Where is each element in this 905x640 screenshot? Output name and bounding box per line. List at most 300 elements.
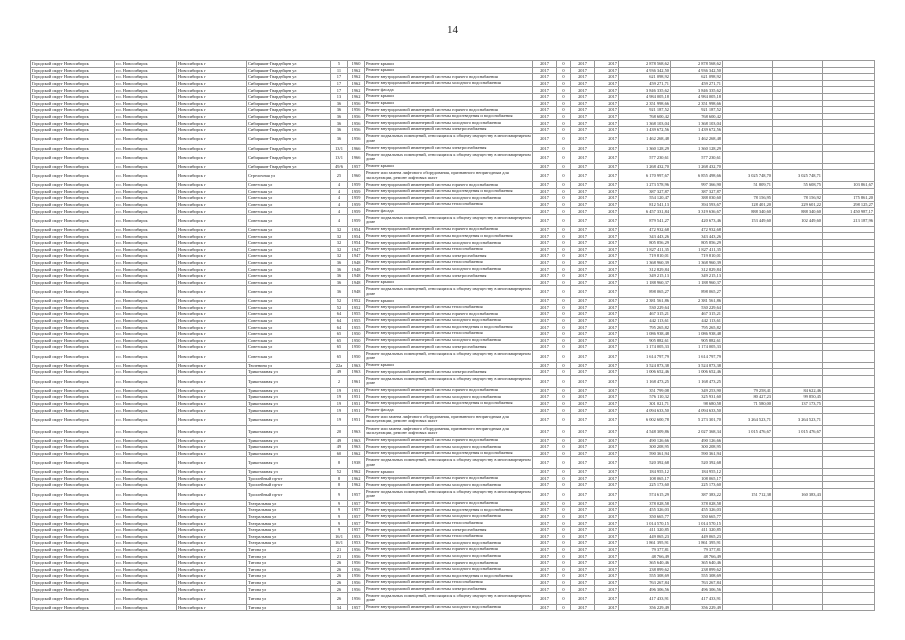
cell-work-type: Ремонт внутридомовой инженерной системы водоотведения и водоснабжения	[365, 573, 533, 580]
cell-budget-cost-1	[723, 120, 773, 127]
table-row	[31, 437, 875, 444]
cell-district: г.о. Новосибирск	[115, 407, 177, 414]
cell-budget-cost-1: 1 015 476,67	[723, 425, 773, 437]
cell-flag: 0	[557, 233, 571, 240]
cell-total-cost: 530 229,64	[619, 304, 671, 311]
cell-build-year: 1959	[348, 195, 365, 202]
cell-house-number: 64	[331, 311, 348, 318]
cell-street: Советская ул	[247, 246, 331, 253]
cell-house-number: 26	[331, 573, 348, 580]
cell-municipality: Городской округ Новосибирск	[31, 286, 115, 298]
cell-flag: 0	[557, 586, 571, 593]
cell-total-cost: 768 600,42	[619, 113, 671, 120]
cell-district: г.о. Новосибирск	[115, 151, 177, 163]
cell-start-year: 2017	[571, 394, 595, 401]
cell-work-type: Ремонт внутридомовой инженерной системы холодного водоснабжения	[365, 553, 533, 560]
cell-budget-cost-1	[723, 100, 773, 107]
cell-fund-cost: 349 253,90	[671, 387, 723, 394]
cell-street: Сибиряков-Гвардейцев ул	[247, 163, 331, 170]
cell-budget-cost-2: 3 264 523,71	[773, 413, 823, 425]
table-row	[31, 266, 875, 273]
table-row	[31, 279, 875, 286]
table-row	[31, 482, 875, 489]
cell-fund-cost: 417 433,91	[671, 592, 723, 604]
cell-owner-cost	[823, 107, 875, 114]
cell-street: Титова ул	[247, 553, 331, 560]
cell-end-year: 2017	[595, 586, 619, 593]
cell-build-year: 1950	[348, 350, 365, 362]
cell-start-year: 2017	[571, 253, 595, 260]
cell-house-number: 36	[331, 113, 348, 120]
cell-work-type: Ремонт внутридомовой инженерной системы горячего водоснабжения	[365, 182, 533, 189]
cell-plan-year: 2017	[533, 488, 557, 500]
cell-settlement: Новосибирск г	[177, 469, 247, 476]
cell-house-number: 8	[331, 475, 348, 482]
cell-work-type: Ремонт внутридомовой инженерной системы холодного водоснабжения	[365, 80, 533, 87]
cell-plan-year: 2017	[533, 400, 557, 407]
cell-total-cost: 350 665,77	[619, 513, 671, 520]
cell-end-year: 2017	[595, 579, 619, 586]
cell-settlement: Новосибирск г	[177, 253, 247, 260]
cell-flag: 0	[557, 253, 571, 260]
cell-start-year: 2017	[571, 304, 595, 311]
cell-district: г.о. Новосибирск	[115, 273, 177, 280]
cell-street: Трикотажная ул	[247, 400, 331, 407]
cell-end-year: 2017	[595, 520, 619, 527]
cell-settlement: Новосибирск г	[177, 182, 247, 189]
cell-house-number: 36	[331, 259, 348, 266]
cell-end-year: 2017	[595, 566, 619, 573]
cell-flag: 0	[557, 93, 571, 100]
cell-plan-year: 2017	[533, 126, 557, 133]
cell-total-cost: 2 351 998,66	[619, 100, 671, 107]
table-row	[31, 573, 875, 580]
cell-budget-cost-2	[773, 586, 823, 593]
cell-flag: 0	[557, 344, 571, 351]
cell-district: г.о. Новосибирск	[115, 100, 177, 107]
cell-budget-cost-1	[723, 151, 773, 163]
cell-owner-cost	[823, 286, 875, 298]
cell-work-type: Ремонт внутридомовой инженерной системы теплоснабжения	[365, 201, 533, 208]
cell-work-type: Ремонт подвальных помещений, относящихся к общему имуществу в многоквартирном доме	[366, 457, 531, 467]
cell-municipality: Городской округ Новосибирск	[31, 513, 115, 520]
cell-total-cost: 2 878 568,62	[619, 61, 671, 68]
cell-house-number: 20	[331, 425, 348, 437]
cell-house-number: 49/6	[331, 163, 348, 170]
cell-budget-cost-1	[723, 337, 773, 344]
cell-end-year: 2017	[595, 226, 619, 233]
cell-total-cost: 442 113,61	[619, 317, 671, 324]
cell-owner-cost	[823, 507, 875, 514]
cell-total-cost: 238 899,62	[619, 566, 671, 573]
cell-settlement: Новосибирск г	[177, 375, 247, 387]
cell-total-cost: 417 433,91	[619, 592, 671, 604]
cell-house-number: 65	[331, 330, 348, 337]
cell-budget-cost-2	[773, 500, 823, 507]
cell-end-year: 2017	[595, 317, 619, 324]
cell-house-number: 2	[331, 375, 348, 387]
cell-end-year: 2017	[595, 100, 619, 107]
cell-total-cost: 184 955,12	[619, 469, 671, 476]
cell-budget-cost-2	[773, 566, 823, 573]
table-row	[31, 61, 875, 68]
cell-budget-cost-2	[773, 93, 823, 100]
cell-municipality: Городской округ Новосибирск	[31, 527, 115, 534]
cell-start-year: 2017	[571, 208, 595, 215]
cell-budget-cost-2	[773, 286, 823, 298]
cell-start-year: 2017	[571, 182, 595, 189]
cell-work-type: Ремонт фасада	[365, 87, 533, 94]
cell-street: Сибиряков-Гвардейцев ул	[247, 80, 331, 87]
table-row	[31, 311, 875, 318]
cell-owner-cost	[823, 126, 875, 133]
cell-budget-cost-2	[773, 279, 823, 286]
cell-municipality: Городской округ Новосибирск	[31, 100, 115, 107]
cell-street: Трикотажная ул	[247, 407, 331, 414]
cell-settlement: Новосибирск г	[177, 163, 247, 170]
cell-district: г.о. Новосибирск	[115, 450, 177, 457]
cell-municipality: Городской округ Новосибирск	[31, 317, 115, 324]
cell-start-year: 2017	[571, 67, 595, 74]
cell-plan-year: 2017	[533, 469, 557, 476]
cell-fund-cost: 98 680,58	[671, 400, 723, 407]
cell-build-year: 1960	[348, 170, 365, 182]
cell-budget-cost-1	[723, 266, 773, 273]
cell-build-year: 1962	[348, 469, 365, 476]
cell-municipality: Городской округ Новосибирск	[31, 488, 115, 500]
cell-municipality: Городской округ Новосибирск	[31, 444, 115, 451]
cell-start-year: 2017	[571, 592, 595, 604]
table-row	[31, 226, 875, 233]
cell-owner-cost	[823, 120, 875, 127]
table-row	[31, 317, 875, 324]
cell-end-year: 2017	[595, 546, 619, 553]
cell-house-number: 11	[331, 67, 348, 74]
cell-district: г.о. Новосибирск	[115, 362, 177, 369]
cell-total-cost: 79 377,81	[619, 546, 671, 553]
cell-flag: 0	[557, 273, 571, 280]
cell-flag: 0	[557, 74, 571, 81]
cell-work-type: Ремонт подвальных помещений, относящихся к общему имуществу в многоквартирном доме	[366, 375, 531, 386]
cell-street: Титова ул	[247, 560, 331, 567]
cell-district: г.о. Новосибирск	[115, 475, 177, 482]
cell-district: г.о. Новосибирск	[115, 344, 177, 351]
cell-owner-cost	[823, 540, 875, 547]
cell-municipality: Городской округ Новосибирск	[31, 273, 115, 280]
cell-budget-cost-2	[773, 126, 823, 133]
table-row	[31, 304, 875, 311]
cell-plan-year: 2017	[533, 273, 557, 280]
cell-flag: 0	[557, 266, 571, 273]
cell-build-year: 1966	[348, 145, 365, 152]
cell-flag: 0	[557, 226, 571, 233]
cell-budget-cost-1	[723, 573, 773, 580]
cell-street: Советская ул	[247, 298, 331, 305]
cell-fund-cost: 621 098,92	[671, 74, 723, 81]
cell-budget-cost-2: 137 173,75	[773, 400, 823, 407]
cell-start-year: 2017	[571, 188, 595, 195]
cell-budget-cost-1	[723, 533, 773, 540]
cell-end-year: 2017	[595, 437, 619, 444]
cell-fund-cost: 1 188 960,37	[671, 279, 723, 286]
cell-start-year: 2017	[571, 100, 595, 107]
cell-flag: 0	[557, 560, 571, 567]
cell-flag: 0	[557, 163, 571, 170]
cell-end-year: 2017	[595, 369, 619, 376]
cell-end-year: 2017	[595, 170, 619, 182]
cell-plan-year: 2017	[533, 246, 557, 253]
cell-plan-year: 2017	[533, 67, 557, 74]
cell-budget-cost-1: 128 401,20	[723, 201, 773, 208]
cell-end-year: 2017	[595, 573, 619, 580]
cell-work-type: Ремонт внутридомовой инженерной системы водоотведения и водоснабжения	[365, 507, 533, 514]
cell-budget-cost-1	[723, 457, 773, 469]
table-row	[31, 195, 875, 202]
cell-fund-cost: 555 308,69	[671, 573, 723, 580]
cell-end-year: 2017	[595, 298, 619, 305]
cell-flag: 0	[557, 592, 571, 604]
cell-start-year: 2017	[571, 61, 595, 68]
cell-build-year: 1947	[348, 246, 365, 253]
cell-work-type: Ремонт внутридомовой инженерной системы водоотведения и водоснабжения	[365, 324, 533, 331]
cell-district: г.о. Новосибирск	[115, 80, 177, 87]
cell-fund-cost: 1 174 005,33	[671, 344, 723, 351]
cell-settlement: Новосибирск г	[177, 362, 247, 369]
cell-house-number: 36	[331, 107, 348, 114]
cell-end-year: 2017	[595, 507, 619, 514]
cell-budget-cost-1	[723, 540, 773, 547]
cell-district: г.о. Новосибирск	[115, 488, 177, 500]
cell-settlement: Новосибирск г	[177, 413, 247, 425]
cell-budget-cost-1	[723, 579, 773, 586]
cell-street: Сибиряков-Гвардейцев ул	[247, 126, 331, 133]
cell-plan-year: 2017	[533, 394, 557, 401]
cell-total-cost: 921 187,52	[619, 107, 671, 114]
cell-flag: 0	[557, 520, 571, 527]
cell-budget-cost-2	[773, 469, 823, 476]
cell-street: Титова ул	[247, 586, 331, 593]
cell-end-year: 2017	[595, 126, 619, 133]
cell-budget-cost-2	[773, 579, 823, 586]
cell-owner-cost: 213 187,96	[823, 215, 875, 227]
cell-district: г.о. Новосибирск	[115, 304, 177, 311]
cell-plan-year: 2017	[533, 279, 557, 286]
cell-house-number: 26	[331, 566, 348, 573]
capital-repair-table	[30, 60, 875, 611]
table-row	[31, 188, 875, 195]
cell-work-type: Ремонт крыши	[365, 469, 533, 476]
cell-plan-year: 2017	[533, 304, 557, 311]
cell-total-cost: 621 098,92	[619, 74, 671, 81]
cell-plan-year: 2017	[533, 215, 557, 227]
cell-start-year: 2017	[571, 240, 595, 247]
cell-municipality: Городской округ Новосибирск	[31, 279, 115, 286]
cell-flag: 0	[557, 450, 571, 457]
cell-work-type: Ремонт внутридомовой инженерной системы горячего водоснабжения	[365, 74, 533, 81]
cell-settlement: Новосибирск г	[177, 540, 247, 547]
cell-district: г.о. Новосибирск	[115, 444, 177, 451]
cell-budget-cost-1	[723, 500, 773, 507]
cell-build-year: 1963	[348, 369, 365, 376]
cell-district: г.о. Новосибирск	[115, 375, 177, 387]
cell-budget-cost-2	[773, 540, 823, 547]
cell-start-year: 2017	[571, 246, 595, 253]
cell-end-year: 2017	[595, 61, 619, 68]
cell-end-year: 2017	[595, 201, 619, 208]
cell-settlement: Новосибирск г	[177, 546, 247, 553]
cell-build-year: 1938	[348, 457, 365, 469]
table-row	[31, 74, 875, 81]
cell-build-year: 1962	[348, 80, 365, 87]
cell-end-year: 2017	[595, 513, 619, 520]
cell-street: Советская ул	[247, 304, 331, 311]
page-number: 14	[447, 24, 458, 36]
cell-end-year: 2017	[595, 113, 619, 120]
cell-plan-year: 2017	[533, 107, 557, 114]
cell-district: г.о. Новосибирск	[115, 560, 177, 567]
cell-fund-cost: 3 524 873,38	[671, 362, 723, 369]
cell-house-number: 9	[331, 500, 348, 507]
cell-owner-cost	[823, 317, 875, 324]
cell-flag: 0	[557, 425, 571, 437]
cell-start-year: 2017	[571, 533, 595, 540]
cell-house-number: 4	[331, 201, 348, 208]
cell-municipality: Городской округ Новосибирск	[31, 579, 115, 586]
cell-plan-year: 2017	[533, 87, 557, 94]
cell-municipality: Городской округ Новосибирск	[31, 113, 115, 120]
cell-budget-cost-2: 99 850,45	[773, 394, 823, 401]
cell-fund-cost: 378 028,58	[671, 500, 723, 507]
cell-flag: 0	[557, 304, 571, 311]
cell-build-year: 1962	[348, 67, 365, 74]
cell-municipality: Городской округ Новосибирск	[31, 344, 115, 351]
table-row	[31, 444, 875, 451]
cell-end-year: 2017	[595, 286, 619, 298]
cell-settlement: Новосибирск г	[177, 279, 247, 286]
cell-flag: 0	[557, 350, 571, 362]
cell-municipality: Городской округ Новосибирск	[31, 604, 115, 611]
cell-district: г.о. Новосибирск	[115, 586, 177, 593]
cell-district: г.о. Новосибирск	[115, 469, 177, 476]
cell-build-year: 1957	[348, 604, 365, 611]
table-row	[31, 298, 875, 305]
cell-plan-year: 2017	[533, 74, 557, 81]
cell-municipality: Городской округ Новосибирск	[31, 126, 115, 133]
cell-street: Театральная ул	[247, 507, 331, 514]
cell-plan-year: 2017	[533, 266, 557, 273]
cell-plan-year: 2017	[533, 425, 557, 437]
cell-settlement: Новосибирск г	[177, 195, 247, 202]
cell-fund-cost: 1 168 473,25	[671, 375, 723, 387]
cell-plan-year: 2017	[533, 120, 557, 127]
cell-end-year: 2017	[595, 188, 619, 195]
cell-plan-year: 2017	[533, 527, 557, 534]
cell-budget-cost-1	[723, 324, 773, 331]
cell-total-cost: 4 984 005,18	[619, 93, 671, 100]
cell-plan-year: 2017	[533, 586, 557, 593]
cell-fund-cost: 1 861 395,91	[671, 540, 723, 547]
cell-budget-cost-1	[723, 74, 773, 81]
cell-fund-cost: 1 614 797,79	[671, 350, 723, 362]
cell-district: г.о. Новосибирск	[115, 482, 177, 489]
cell-total-cost: 378 028,58	[619, 500, 671, 507]
cell-owner-cost: 298 125,27	[823, 201, 875, 208]
cell-district: г.о. Новосибирск	[115, 513, 177, 520]
cell-municipality: Городской округ Новосибирск	[31, 457, 115, 469]
cell-municipality: Городской округ Новосибирск	[31, 413, 115, 425]
cell-build-year: 1957	[348, 488, 365, 500]
cell-budget-cost-2	[773, 233, 823, 240]
cell-end-year: 2017	[595, 120, 619, 127]
cell-end-year: 2017	[595, 540, 619, 547]
table-row	[31, 286, 875, 298]
cell-street: Трикотажная ул	[247, 394, 331, 401]
cell-district: г.о. Новосибирск	[115, 61, 177, 68]
cell-fund-cost: 795 265,82	[671, 324, 723, 331]
cell-owner-cost	[823, 400, 875, 407]
table-row	[31, 540, 875, 547]
cell-end-year: 2017	[595, 350, 619, 362]
cell-work-type: Ремонт внутридомовой инженерной системы теплоснабжения	[365, 330, 533, 337]
cell-owner-cost	[823, 513, 875, 520]
cell-flag: 0	[557, 579, 571, 586]
cell-start-year: 2017	[571, 201, 595, 208]
cell-owner-cost	[823, 337, 875, 344]
cell-work-type: Ремонт внутридомовой инженерной системы электроснабжения	[365, 145, 533, 152]
cell-plan-year: 2017	[533, 163, 557, 170]
cell-municipality: Городской округ Новосибирск	[31, 469, 115, 476]
cell-build-year: 1956	[348, 100, 365, 107]
cell-total-cost: 6 457 331,84	[619, 208, 671, 215]
cell-fund-cost: 108 065,17	[671, 475, 723, 482]
cell-plan-year: 2017	[533, 240, 557, 247]
cell-flag: 0	[557, 362, 571, 369]
cell-settlement: Новосибирск г	[177, 273, 247, 280]
cell-work-type: Ремонт внутридомовой инженерной системы горячего водоснабжения	[365, 311, 533, 318]
cell-start-year: 2017	[571, 145, 595, 152]
cell-settlement: Новосибирск г	[177, 566, 247, 573]
cell-plan-year: 2017	[533, 61, 557, 68]
cell-start-year: 2017	[571, 469, 595, 476]
cell-street: Трикотажная ул	[247, 413, 331, 425]
cell-plan-year: 2017	[533, 592, 557, 604]
cell-flag: 0	[557, 100, 571, 107]
cell-owner-cost	[823, 330, 875, 337]
cell-start-year: 2017	[571, 286, 595, 298]
cell-owner-cost	[823, 273, 875, 280]
cell-end-year: 2017	[595, 163, 619, 170]
cell-owner-cost	[823, 151, 875, 163]
cell-budget-cost-1	[723, 253, 773, 260]
cell-house-number: 4	[331, 188, 348, 195]
cell-district: г.о. Новосибирск	[115, 266, 177, 273]
cell-total-cost: 905 882,61	[619, 337, 671, 344]
cell-owner-cost	[823, 425, 875, 437]
cell-plan-year: 2017	[533, 475, 557, 482]
cell-street: Театральная ул	[247, 513, 331, 520]
table-row	[31, 350, 875, 362]
table-row	[31, 344, 875, 351]
cell-house-number: 16/1	[331, 533, 348, 540]
cell-total-cost: 365 640,46	[619, 560, 671, 567]
cell-work-type: Ремонт или замена лифтового оборудования, признанного непригодным для эксплуатации, ремонт лифтовых шахт	[365, 413, 533, 425]
cell-work-type: Ремонт подвальных помещений, относящихся к общему имуществу в многоквартирном доме	[366, 286, 531, 296]
cell-budget-cost-1: 3 025 748,70	[723, 170, 773, 182]
cell-owner-cost	[823, 604, 875, 611]
cell-build-year: 1957	[348, 527, 365, 534]
cell-build-year: 1954	[348, 240, 365, 247]
cell-plan-year: 2017	[533, 407, 557, 414]
